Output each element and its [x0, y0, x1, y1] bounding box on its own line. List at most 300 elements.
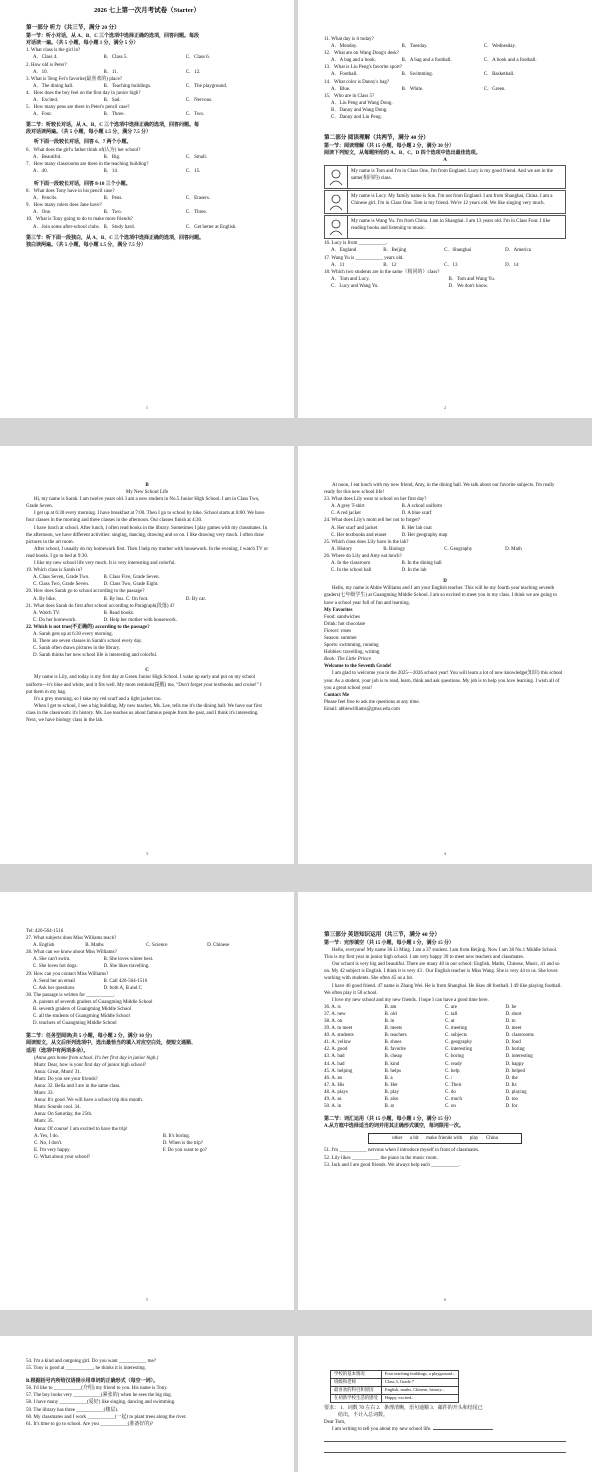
question-text: 19. Which class is Sarah in?	[26, 568, 83, 574]
option-b: B．11.	[103, 69, 118, 75]
section2-instruction: 第二节：听较长对话，从 A、B、C 三个选项中选择正确的选项，回答问题。每	[26, 123, 200, 129]
cloze-option: B. at	[384, 1104, 394, 1110]
word-box: other a bit make friends with play China	[368, 1133, 522, 1144]
option-c: C. Class Two, Grade Seven.	[33, 582, 90, 588]
paragraph: 51. I'm ___________ nervous when I introduce myself in front of classmates.	[324, 1148, 480, 1154]
paragraph: 59. The library has three ___________(楼层).	[26, 1407, 119, 1413]
passage-letter-d: D	[443, 579, 447, 585]
option-a: A．Beautiful.	[33, 154, 62, 160]
cloze-option: C. do	[445, 1089, 456, 1095]
cloze-option: 36. A. is	[324, 1004, 341, 1010]
paragraph: Flower: roses	[324, 628, 352, 634]
question-22	[26, 624, 268, 631]
paragraph: Food: sandwiches	[324, 614, 360, 620]
question-options	[26, 154, 268, 161]
option-b: B．Two.	[103, 210, 122, 216]
page-number: 3	[146, 851, 148, 856]
option-b: B. Biology	[383, 546, 406, 552]
option-c: C. Geography	[444, 546, 473, 552]
contact-heading: Contact Me	[324, 692, 350, 698]
cloze-option: C. /	[445, 1075, 453, 1081]
paragraph: Mum: Dear, how is your first day of junior high school?	[34, 1062, 147, 1068]
letter-opening	[324, 1426, 566, 1433]
passage-letter-b: B	[145, 483, 149, 488]
cloze-option-row	[324, 1103, 566, 1110]
cloze-option: B. am	[384, 1004, 397, 1010]
option-c: C．15.	[185, 168, 201, 174]
cloze-option-row	[324, 1004, 566, 1011]
cloze-option: C. tall	[445, 1011, 458, 1017]
option-d: D. Math	[505, 546, 522, 552]
cloze-option: D. food	[505, 1040, 521, 1046]
question-text: 23. What does Lily wear to school on her first day?	[324, 497, 427, 503]
question-text: 11. What day is it today?	[324, 37, 374, 42]
option-c: C．Two.	[185, 112, 205, 118]
cloze-option: 44. A. bad	[324, 1061, 345, 1067]
prompt-label: 学校的基本情况	[331, 1371, 382, 1379]
option-c: C. Her textbooks and eraser	[331, 532, 387, 538]
contact-phone: Tel: 420-564-1516	[26, 929, 64, 934]
option-c: C．Erasers.	[185, 196, 211, 202]
question-options	[26, 224, 268, 231]
cloze-instruction: 第一节：完形填空（共 15 小题，每小题 1 分，满分 15 分）	[324, 940, 455, 946]
cloze-option: C. are	[445, 1004, 457, 1010]
q18-d: D．We don't know.	[448, 283, 488, 289]
cloze-option: C. subjects	[445, 1033, 467, 1039]
option-d: D. Help her mother with housework.	[103, 617, 177, 623]
avatar-icon	[325, 216, 348, 238]
option-row	[34, 1154, 268, 1161]
option-b: B．Three.	[103, 112, 125, 118]
option-b: B. Read books.	[103, 610, 135, 616]
cloze-passage	[324, 947, 566, 1004]
page-number: 2	[444, 405, 446, 410]
paragraph: 53. Jack and I are good friends. We always help each ___________.	[324, 1162, 460, 1168]
question-text: 12．What are on Wang Dong's desk?	[324, 51, 399, 57]
table-row	[331, 1371, 459, 1379]
page-number: 4	[444, 851, 446, 856]
paragraph: Hello, everyone! My name 36 Li Ming. I am a 37 student. I am from Beijing. Now I am 38 No.1 Middle School. This is my first year in junior high school. I am very happy 39 to meet new teachers and classmates.	[324, 948, 558, 961]
question-options	[26, 596, 268, 603]
q18-c: C．Lucy and Wang Yu.	[331, 283, 379, 289]
question-text: 5．How many pens are there in Peter's pencil case?	[26, 105, 130, 111]
option-a: A. Watch TV.	[33, 610, 61, 616]
cloze-option: D. classrooms	[505, 1033, 534, 1039]
q16-b: B．Beijing	[383, 248, 407, 254]
cloze-option: B. favorite	[384, 1047, 406, 1053]
q17-a: A．11	[331, 262, 345, 268]
option-b: B．Sad.	[103, 98, 121, 103]
option-b: B. She loves winter best.	[103, 957, 154, 963]
question-text: 28. What can we know about Miss Williams?	[26, 950, 117, 956]
option-c: C. In the school hall	[331, 568, 372, 574]
welcome-heading: Welcome to the Seventh Grade!	[324, 664, 392, 670]
cloze-option: C. Their	[445, 1082, 462, 1088]
question-options	[26, 54, 268, 61]
dialogue	[26, 1062, 268, 1133]
cloze-option: C. much	[445, 1097, 462, 1102]
option-a: A. English	[33, 943, 55, 949]
question-options	[26, 168, 268, 175]
letter-opening-text: I am writing to tell you about my new school life.	[332, 1427, 432, 1433]
letter-salutation: Dear Tom,	[324, 1420, 346, 1426]
question-options	[26, 610, 268, 617]
dialogue-option: D. When is the trip?	[162, 1140, 204, 1146]
option-b: B．Class 5.	[103, 55, 128, 61]
passage-c-end: At noon, I eat lunch with my new friend, Amy, in the dining hall. We talk about our favorite subjects. I'm really ready for this new school life!	[324, 483, 555, 496]
cloze-option: C. interesting	[445, 1047, 472, 1053]
option-d: D. A blue scarf	[401, 511, 432, 517]
cloze-option-row	[324, 1075, 566, 1082]
option-c: C．Nervous.	[185, 98, 213, 103]
option-c: C．Basketball.	[483, 72, 515, 78]
paragraph: Drink: hot chocolate	[324, 621, 366, 627]
paragraph: Anna: Of course! I am excited to have the trip!	[34, 1126, 128, 1132]
vocab-heading: 第二节：词汇运用（共 15 小题，每小题 1 分，满分 15 分）	[324, 1117, 455, 1123]
question-options	[26, 956, 268, 963]
paragraph: My name is Lily, and today is my first day at Green Junior High School. I wake up early and put on my school uniform—it's blue and white, and it fits well. My mom reminds(提醒) me, "Don't forget your textbooks and cruise!" I put them in my bag.	[26, 675, 262, 695]
option-d: D. Class Two, Grade Eight.	[103, 582, 159, 588]
paragraph: I have lunch at school. After lunch, I often read books in the library. Sometimes I play games with my classmates. In the afternoon, we have different activities: singing, dancing, drawing and so on. I like drawing very much. I often draw pictures in the art room.	[26, 525, 268, 545]
cloze-option-row	[324, 1018, 566, 1025]
q16-a: A．England	[331, 248, 357, 254]
cloze-option: 46. A. an	[324, 1075, 343, 1081]
option-c: C. Do her homework.	[33, 617, 77, 623]
exam-page-6	[298, 892, 592, 1310]
option-a: A．The dining hall.	[33, 83, 74, 89]
paragraph: Season: summer	[324, 635, 357, 641]
exam-page-7	[0, 1336, 294, 1472]
page-number: 6	[444, 1297, 446, 1302]
paragraph: Sports: swimming, running	[324, 643, 379, 649]
question-options	[26, 985, 268, 992]
dialogue-options	[26, 1133, 268, 1161]
option-d: D. Chinese	[207, 943, 230, 949]
question-text: 25. Which class does Lily have in the lab?	[324, 539, 409, 545]
profile-text: My name is Tom and I'm in Class One. I'm from England. Lucy is my good friend. And we are in the same(相同的) class.	[351, 169, 553, 182]
paragraph: I get up at 6:30 every morning. I have breakfast at 7:00. Then I go to school by bike. School starts at 8:00. We have four classes in the morning and three classes in the afternoon. Our classes finish at 4:30.	[26, 511, 265, 524]
cloze-option-row	[324, 1011, 566, 1018]
part1-heading: 第一部分 听力（共三节，满分 20 分）	[26, 25, 120, 32]
cloze-option: 50. A. in	[324, 1104, 342, 1110]
cloze-option: D. the	[505, 1075, 518, 1081]
option-b: B．White.	[401, 86, 424, 92]
q30-a: A. parents of seventh graders of Guangming Middle School	[33, 999, 153, 1005]
option-row	[34, 1140, 268, 1147]
writing-requirements-2: 给出，不计入总词数。	[338, 1413, 389, 1419]
option-row	[34, 1133, 268, 1140]
cloze-option: D. helped	[505, 1068, 525, 1074]
cloze-option: C. on	[445, 1104, 456, 1110]
favorites-heading: My Favorites	[324, 607, 353, 613]
option-d: D. Her geography map	[401, 532, 448, 538]
cloze-option: 38. A. on	[324, 1018, 343, 1024]
option-a: A．A bag and a book.	[331, 58, 376, 64]
question-group-11-14	[324, 36, 566, 93]
cloze-option-row	[324, 1046, 566, 1053]
table-row	[331, 1387, 459, 1395]
question-group-19-21	[26, 567, 268, 624]
exam-page-4	[298, 446, 592, 864]
option-b: B．A bag and a football.	[401, 58, 452, 64]
q22-text: 22. Which is not true(不正确的) according to the passage?	[26, 624, 150, 630]
question-options	[26, 83, 268, 90]
cloze-option: 48. A. plays	[324, 1089, 348, 1095]
task-reading-heading: 第二节：任务型阅读(共 5 小题，每小题 2 分，满分 10 分)	[26, 1034, 152, 1040]
paragraph: 52. Lily likes ___________ the piano in the music room.	[324, 1155, 438, 1161]
contact-email: Email: abbiewilliams@gmss.edu.com	[324, 706, 400, 712]
option-d: D. In the lab	[401, 568, 427, 574]
question-options	[26, 69, 268, 76]
cloze-option-row	[324, 1053, 566, 1060]
cloze-option: D. too	[505, 1097, 518, 1102]
profile-card	[324, 165, 566, 189]
option-b: B. Her lab coat	[401, 525, 432, 531]
question-group-1-5	[26, 47, 268, 118]
passage-title: My New School Life	[125, 490, 169, 496]
paragraph: 57. The boy looks very ___________(紧张的) when he sees the big dog.	[26, 1393, 172, 1399]
prompt-content: Four teaching buildings, a playground...	[381, 1371, 458, 1379]
option-c: C. She loves hot dogs.	[33, 964, 78, 970]
cloze-option-row	[324, 1089, 566, 1096]
welcome-paragraph: I am glad to welcome you to the 2025—2026 school year! You will learn a lot of new knowledge(知识) this school year. As a student, your job is to read, learn, think and ask questions. My job is to help you love learning. I wish all of you a great school year!	[324, 671, 563, 691]
question-text: 2. How old is Peter?	[26, 62, 67, 68]
paragraph: Mum: Do you see your friends?	[34, 1076, 98, 1082]
q18-options-row2	[324, 283, 566, 290]
cloze-option: D. interesting	[505, 1054, 533, 1060]
option-b: B．14.	[103, 168, 119, 174]
option-a: A．One.	[33, 210, 52, 216]
question-text: 4．How does the boy feel on the first day in junior high?	[26, 90, 141, 96]
part3-heading: 第三部分 英语知识运用（共三节，满分 40 分）	[324, 932, 441, 938]
question-group-23-26	[324, 496, 566, 574]
question-18: 18. Which two students are in the same（相同的）class?	[324, 269, 440, 275]
option-b: B. Call 420-564-1516	[103, 978, 148, 984]
cloze-option: B. cheap	[384, 1054, 402, 1060]
paragraph: I love my new school and my new friends. I hope I can have a good time here.	[332, 997, 489, 1003]
question-17: 17. Wang Yu is ___________ years old.	[324, 255, 404, 261]
reading-instruction: 第一节：阅读理解（共 15 小题，每小题 2 分，满分 30 分）	[324, 144, 455, 150]
q30-c: C. all the students of Guangming Middle School	[33, 1014, 130, 1020]
q16-d: D．America	[505, 248, 531, 254]
section3-instruction: 第三节：听下面一段独白，从 A、B、C 三个选项中选择正确的选项，回答问题。	[26, 235, 205, 241]
passage-letter-c: C	[145, 668, 149, 674]
part2-heading: 第二部分 阅读理解（共两节，满分 40 分）	[324, 135, 429, 142]
q18-a: A．Tom and Lucy.	[331, 276, 370, 282]
option-c: C．Wednesday.	[483, 44, 516, 50]
page-number: 1	[146, 405, 148, 410]
passage-b-body	[26, 496, 268, 567]
paragraph: After school, I usually do my homework first. Then I help my mother with housework. In the evening, I watch TV or read books. I go to bed at 9:30.	[26, 546, 268, 559]
cloze-option: 49. A. as	[324, 1097, 342, 1102]
question-text: 3. What is Teng Fei's favorite(最喜欢的) place?	[26, 76, 123, 82]
option-a: A. In the classroom	[331, 561, 371, 567]
question-text: 20. How does Sarah go to school according to the passage?	[26, 589, 145, 595]
option-c: C. Science	[146, 943, 168, 949]
question-group-6-7	[26, 147, 268, 175]
question-options	[26, 574, 268, 581]
cloze-option: 40. A. students	[324, 1033, 354, 1039]
question-text: 14．What color is Danny's bag?	[324, 79, 390, 85]
paragraph: Anna: It's good. We will have a school trip this month.	[34, 1098, 144, 1104]
profile-card	[324, 215, 566, 239]
question-options	[26, 209, 268, 216]
dialogue-option: C. No, I don't.	[34, 1140, 63, 1146]
q17-c: C．13	[444, 262, 458, 268]
q22-d: D. Sarah thinks her new school life is interesting and colorful.	[33, 653, 158, 659]
fill-blank-list-2	[26, 1358, 268, 1372]
q22-a: A. Sarah gets up at 6:30 every morning.	[33, 631, 113, 637]
table-row	[331, 1379, 459, 1387]
passage-d-intro: Hello, my name is Abbie Williams and I am your English teacher. This will be my fourth year teaching seventh graders(七年级学生) at Guangming Middle School. I am so excited to meet you in my class. I think we are going to have a school year full of fun and learning.	[324, 586, 558, 606]
answer-line[interactable]	[324, 1444, 566, 1453]
favorites-list	[324, 614, 566, 657]
option-d: D. She likes travelling.	[103, 964, 150, 970]
option-a: A. Her scarf and jacket	[331, 525, 378, 531]
option-b: B. A school uniform	[401, 504, 443, 510]
q15-option-a: A．Liu Peng and Wang Dong.	[331, 100, 393, 106]
cloze-option: 39. A. to meet	[324, 1026, 353, 1032]
option-b: B．Study hard.	[103, 224, 135, 230]
exam-page-8	[298, 1336, 592, 1472]
answer-line[interactable]	[324, 1433, 566, 1442]
option-a: A. She can't swim.	[33, 957, 71, 963]
paragraph: 58. I have many ___________(爱好) like singing, dancing and swimming.	[26, 1400, 176, 1406]
task-reading-instruction: 阅读短文，从文后所列选项中，选出最恰当的填入对应空白处，使短文通顺、	[26, 1041, 197, 1047]
cloze-option: 47. A. His	[324, 1082, 345, 1088]
cloze-option: B. meets	[384, 1026, 402, 1032]
section2-subhead: 听下面一段较长对话，回答 6、7 两个小题。	[34, 140, 132, 146]
question-30: 30. The passage is written for ___________.	[26, 992, 116, 998]
paragraph: Hi, my name is Sarah. I am twelve years old. I am a new student in No.5 Junior High School. I am in Class Two, Grade Seven.	[26, 497, 260, 510]
paragraph: 56. I'd like to ___________(介绍) my friend to you. His name is Tony.	[26, 1386, 168, 1392]
option-a: A．Excited.	[33, 98, 59, 103]
question-text: 21. What does Sarah do first after school according to Paragraph(段落) 4?	[26, 603, 175, 609]
dialogue-option: A. Yes, I do.	[34, 1133, 59, 1139]
question-options	[26, 617, 268, 624]
cloze-option: B. Her	[384, 1082, 398, 1088]
answer-line[interactable]	[433, 1429, 493, 1430]
section2-subhead-2: 听下面一段较长对话，回答 8-10 三个小题。	[34, 181, 131, 187]
option-b: B．Pens.	[103, 196, 123, 202]
cloze-option-row	[324, 1061, 566, 1068]
dialogue-option: E. I'm very happy.	[34, 1147, 71, 1153]
q22-c: C. Sarah often draws pictures in the library.	[33, 646, 121, 652]
paragraph: I have 46 good friend. 47 name is Zhang Wei. He is from Shanghai. He likes 48 football. I 49 like playing football. We often play it 50 school.	[324, 983, 562, 996]
cloze-option: C. geography	[445, 1040, 472, 1046]
question-text: 13．What is Liu Peng's favorite sport?	[324, 65, 402, 71]
profile-text: My name is Lucy. My family name is Sun. I'm not from England. I am from Shanghai, China. I am a Chinese girl. I'm in Class One. Tom is my friend. We're 12 years old. We like singing very much.	[351, 194, 553, 207]
option-a: A．Football.	[331, 72, 358, 78]
cloze-option: C. ready	[445, 1061, 462, 1067]
paragraph: 55. Tony is good at ___________, he thinks it is interesting.	[26, 1366, 146, 1372]
cloze-option: D. meet	[505, 1026, 522, 1032]
profile-list	[324, 165, 566, 239]
q30-b: B. seventh graders of Guangming Middle School	[33, 1007, 132, 1013]
fill-blank-list	[324, 1147, 566, 1168]
question-options	[324, 57, 566, 64]
prompt-label: 班级和老师	[331, 1379, 382, 1387]
prompt-content: Class 3, Grade 7	[381, 1379, 458, 1387]
paragraph: Mum: 35.	[34, 1119, 54, 1125]
option-b: B. By bus. C. On foot.	[103, 596, 149, 602]
option-c: C．Green.	[483, 86, 506, 92]
question-options	[324, 510, 566, 517]
cloze-option: 42. A. good	[324, 1047, 348, 1053]
option-b: B. Class Five, Grade Seven.	[103, 575, 160, 581]
question-options	[324, 86, 566, 93]
question-options	[26, 111, 268, 118]
paragraph: Our school is very big and beautiful. There are many 40 in our school: English, Maths, Chinese, Music, 41 and so on. My 42 subject is English. I think it is very 43 . Our English teacher is Miss Wang. She is very 44 to us. She loves working with students. She often 45 us a lot.	[324, 962, 560, 982]
question-options	[324, 532, 566, 539]
paragraph: Hobbies: travelling, writing	[324, 650, 380, 656]
question-group-8-10	[26, 188, 268, 231]
cloze-option: 43. A. bad	[324, 1054, 345, 1060]
option-c: C．A book and a football.	[483, 58, 537, 64]
option-a: A．40.	[33, 168, 48, 174]
question-text: 7．How many classrooms are there in the teaching building?	[26, 161, 149, 167]
question-text: 8．What does Tony have in his pencil case?	[26, 189, 115, 195]
question-options	[324, 43, 566, 50]
option-b: B．Big.	[103, 154, 121, 160]
question-text: 29. How can you contact Miss Williams?	[26, 971, 109, 977]
section2-instruction-2: 段对话读两遍。（共 5 小题，每小题 1.5 分，满分 7.5 分）	[26, 130, 152, 136]
option-c: C. A red jacket	[331, 511, 361, 517]
cloze-option-row	[324, 1039, 566, 1046]
cloze-options	[324, 1004, 566, 1110]
cloze-option-row	[324, 1025, 566, 1032]
prompt-content: English, maths, Chinese, history...	[381, 1387, 458, 1395]
option-b: B. Maths	[85, 943, 104, 949]
dialogue-option: B. It's boring.	[162, 1133, 190, 1139]
profile-card	[324, 190, 566, 214]
q18-options-row1	[324, 276, 566, 283]
option-d: D. both A, B and C	[103, 985, 142, 991]
writing-requirements: 要求： 1．词数 70 左右 2．条理清晰，语句通顺 3．邮件的开头和结尾已	[324, 1406, 483, 1411]
cloze-option: D. boring	[505, 1047, 525, 1053]
cloze-option-row	[324, 1068, 566, 1075]
option-b: B. In the dining hall	[401, 561, 442, 567]
option-b: B．Teaching buildings.	[103, 83, 152, 89]
section1-instruction-2: 对话读一遍。（共 5 小题，每小题 1 分，满分 5 分）	[26, 41, 139, 47]
table-row	[331, 1395, 459, 1403]
dialogue-option: G. What about your school?	[34, 1154, 91, 1160]
paragraph: I like my new school life very much. It is very interesting and colorful.	[34, 561, 176, 567]
paragraph: 60. My classmates and I work ___________(一起) to plant trees along the river.	[26, 1414, 187, 1420]
question-options	[324, 560, 566, 567]
option-a: A. Send her an email	[33, 978, 76, 984]
dialogue-option: F. Do you want to go?	[162, 1147, 208, 1153]
question-text: 9．How many rulers does Jane have?	[26, 203, 102, 209]
cloze-option: C. help	[445, 1068, 460, 1074]
question-text: 26. Where do Lily and Amy eat lunch?	[324, 553, 402, 559]
cloze-option: 45. A. helping	[324, 1068, 353, 1074]
question-options	[26, 942, 268, 949]
question-options	[324, 525, 566, 532]
option-a: A．Pencils.	[33, 196, 58, 202]
question-options	[26, 195, 268, 202]
option-b: B．Tuesday.	[401, 44, 428, 50]
section1-instruction: 第一节：听小对话，从 A、B、C 三个选项中选择正确的选项，回答问题。每段	[26, 34, 200, 40]
paragraph: It's a grey morning, so I take my red scarf and a light jacket too.	[34, 696, 162, 702]
paragraph: 61. It's time to go to school. Are you ___________(准备好的)?	[26, 1421, 154, 1427]
question-text: 1. What class is the girl in?	[26, 48, 81, 54]
option-a: A．Blue.	[331, 86, 351, 92]
question-options	[324, 503, 566, 510]
avatar-icon	[325, 166, 348, 188]
page-number: 5	[146, 1297, 148, 1302]
favorite-book: Book: The Little Prince	[324, 657, 372, 663]
